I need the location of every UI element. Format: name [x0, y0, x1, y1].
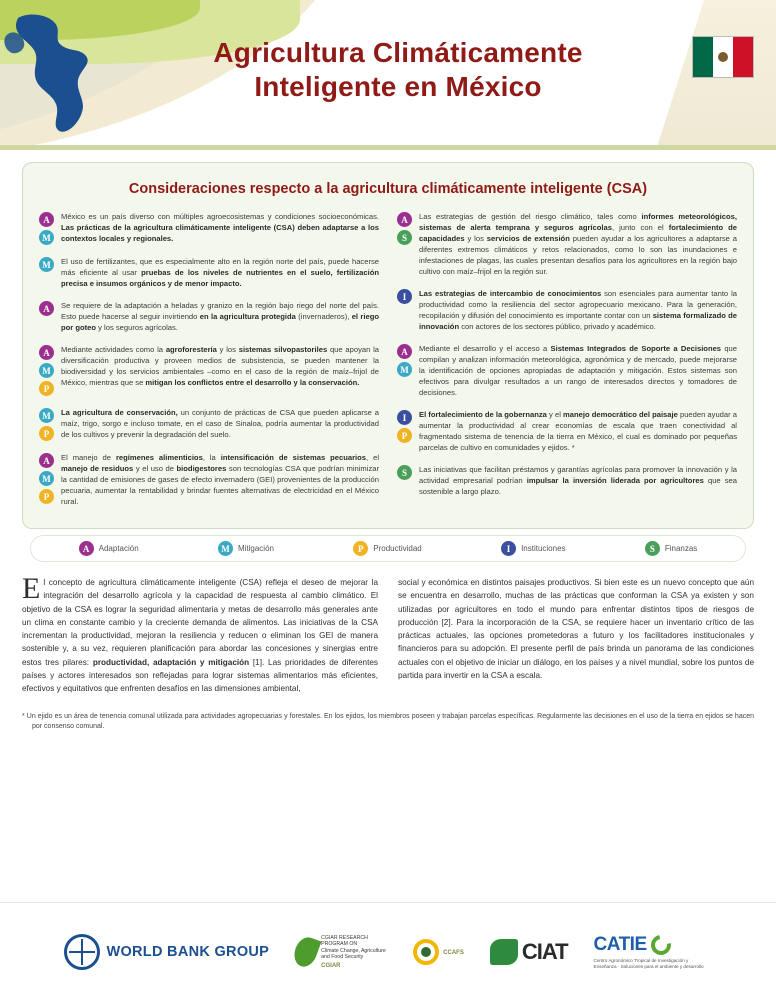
ccafs-ring-logo: [413, 939, 464, 965]
category-badge-m: M: [39, 471, 54, 486]
ccafs-logo: [295, 935, 387, 969]
footnote: * Un ejido es un área de tenencia comunal utilizada para actividades agropecuarias y forestales. En los ejidos, los miembros poseen y trabajan parcelas específicas. Regularmente las decisiones en el uso de la tierra en ejidos se hacen por consenso comunal.: [22, 712, 754, 731]
intro-paragraph-1: l concepto de agricultura climáticamente inteligente (CSA) refleja el deseo de mejorar la integración del desarrollo agrícola y la capacidad de respuesta al cambio climático. El objetivo de la CSA es lograr la seguridad alimentaria y metas de desarrollo más generales ante un clima en constante cambio y la creciente demanda de alimentos. Las iniciativas de la CSA incrementan la productividad, mejoran la resiliencia y reducen o eliminan los GEI de manera sostenible y, a su vez, requieren planificación para abordar las concesiones y sinergias entre estos tres pilares: productividad, adaptación y mitigación [1]. Las prioridades de diferentes países y actores interesados son reflejadas para lograr sistemas alimentarios más eficientes, efectivos y equitativos que enfrenten desafíos en las dimensiones ambiental,: [22, 578, 379, 694]
legend-badge-i: I: [501, 541, 516, 556]
drop-cap: E: [22, 572, 41, 605]
legend-label: Adaptación: [98, 544, 139, 553]
page-title-line1: Agricultura Climáticamente: [213, 37, 583, 68]
consideration-item: [397, 343, 737, 398]
consideration-item: [397, 464, 737, 497]
category-badge-i: I: [397, 410, 412, 425]
legend-item-finanzas: [645, 541, 697, 556]
consideration-text: El fortalecimiento de la gobernanza y el manejo democrático del paisaje pueden ayudar a aumentar la productividad al crear economías de escala que traen conectividad al fragmentado sistema de tenencia de la tierra en México, el cual es dominado por pequeñas parcelas de cultivo en comunidades y ejidos. *: [419, 410, 737, 452]
mexico-flag-icon: [692, 36, 754, 78]
intro-column-1: [22, 572, 379, 696]
category-badge-i: I: [397, 289, 412, 304]
category-badge-p: P: [39, 426, 54, 441]
category-badge-m: M: [39, 363, 54, 378]
category-badges: [397, 288, 412, 304]
category-badge-s: S: [397, 230, 412, 245]
consideration-item: [39, 256, 379, 289]
legend-item-productividad: [353, 541, 421, 556]
consideration-text: El uso de fertilizantes, que es especialmente alto en la región norte del país, puede hacerse más eficiente al usar pruebas de los niveles de nutrientes en el suelo, fertilización precisa e insumos orgánicos y de menor impacto.: [61, 257, 379, 288]
category-badge-a: A: [39, 301, 54, 316]
category-badges: [39, 452, 54, 504]
category-badge-m: M: [39, 257, 54, 272]
legend-label: Productividad: [373, 544, 422, 553]
ciat-leaf-icon: [490, 939, 518, 965]
category-badges: [39, 300, 54, 316]
category-badge-p: P: [39, 489, 54, 504]
legend-label: Mitigación: [237, 544, 274, 553]
category-badge-m: M: [39, 230, 54, 245]
category-badge-m: M: [397, 362, 412, 377]
globe-icon: [64, 934, 100, 970]
ciat-label: CIAT: [521, 938, 568, 964]
consideration-item: [397, 211, 737, 277]
category-badge-a: A: [397, 344, 412, 359]
catie-tagline: Centro Agronómico Tropical de Investigación y Enseñanza · Soluciones para el ambiente y desarrollo: [593, 957, 704, 969]
footer-logos: [0, 902, 776, 1000]
ccafs-acronym: CCAFS: [443, 949, 464, 956]
consideration-text: La agricultura de conservación, un conjunto de prácticas de CSA que pueden aplicarse a maíz, trigo, sorgo e incluso tomate, en el caso de Sinaloa, podría aumentar la productividad de los cultivos y prevenir la degradación del suelo.: [61, 408, 379, 439]
catie-logo: [594, 934, 712, 970]
category-badges: [39, 407, 54, 441]
category-badge-s: S: [397, 465, 412, 480]
consideration-text: El manejo de regímenes alimenticios, la intensificación de sistemas pecuarios, el manejo de residuos y el uso de biodigestores son tecnologías CSA que podrían minimizar la cantidad de emisiones de gases de efecto invernadero (GEI) provenientes de la producción pecuaria, aumentar la rentabilidad y brindar fuentes alternativas de electricidad en el México rural.: [61, 453, 380, 506]
category-badge-a: A: [39, 345, 54, 360]
ciat-logo: [490, 939, 568, 965]
legend-label: Instituciones: [521, 544, 566, 553]
category-badges: [39, 256, 54, 272]
ccafs-name: Climate Change, Agriculture and Food Security: [321, 947, 386, 960]
consideration-text: México es un país diverso con múltiples agroecosistemas y condiciones socioeconómicas. Las prácticas de la agricultura climáticamente inteligente (CSA) deben adaptarse a los contextos locales y regionales.: [61, 212, 379, 243]
panel-title: Consideraciones respecto a la agricultura climáticamente inteligente (CSA): [128, 181, 648, 197]
latin-america-map: [2, 4, 132, 144]
consideration-item: [397, 409, 737, 453]
legend-badge-a: A: [79, 541, 94, 556]
legend-item-instituciones: [501, 541, 565, 556]
legend-item-adaptación: [79, 541, 139, 556]
category-badges: [397, 211, 412, 245]
consideration-text: Mediante actividades como la agroforestería y los sistemas silvopastoriles que apoyan la diversificación productiva y proveen medios de subsistencia, se pueden mantener la biodiversidad y los servicios ambientales –como en el caso de la región de maíz–frijol de México, mientras que se mitigan los conflictos entre el desarrollo y la conservación.: [61, 345, 380, 387]
consideration-item: [397, 288, 737, 332]
category-badges: [397, 464, 412, 480]
category-badge-a: A: [39, 212, 54, 227]
ring-icon: [413, 939, 439, 965]
consideration-text: Se requiere de la adaptación a heladas y granizo en la región bajo riego del norte del país. Esto puede hacerse al seguir invirtiendo en la agricultura protegida (invernaderos), el riego por goteo y los seguros agrícolas.: [61, 301, 379, 332]
category-badge-p: P: [39, 381, 54, 396]
legend-item-mitigación: [218, 541, 274, 556]
consideration-item: [39, 344, 379, 396]
category-badge-a: A: [397, 212, 412, 227]
ccafs-title: CGIAR RESEARCH PROGRAM ON: [321, 934, 368, 947]
considerations-left-column: [39, 211, 379, 518]
category-badges: [397, 343, 412, 377]
leaf-icon: [291, 934, 322, 970]
consideration-item: [39, 211, 379, 245]
consideration-text: Mediante el desarrollo y el acceso a Sistemas Integrados de Soporte a Decisiones que compilan y analizan información meteorológica, agronómica y de mercado, puede mejorarse la identificación de opciones apropiadas de adaptación y mitigación. Estos sistemas son efectivos para divulgar resultados a un rango de interesados directos y tomadores de decisiones.: [419, 344, 737, 397]
legend-badge-s: S: [645, 541, 660, 556]
consideration-item: [39, 407, 379, 441]
page-title-line2: Inteligente en México: [254, 71, 542, 103]
category-badges: [397, 409, 412, 443]
swirl-icon: [647, 931, 675, 959]
category-badge-m: M: [39, 408, 54, 423]
consideration-text: Las estrategias de gestión del riesgo climático, tales como informes meteorológicos, sistemas de alerta temprana y seguros agrícolas, junto con el fortalecimiento de capacidades y los servicios de extensión pueden ayudar a los agricultores a adaptarse a diferentes extremos climáticos y retos relacionados, como lo son las inundaciones e infestaciones de plagas, las cuales presentan desafíos para los agricultores en la región bajo cultivo con maíz–frijol en la región sur.: [419, 212, 738, 276]
legend-badge-m: M: [218, 541, 233, 556]
intro-body-text: [22, 572, 754, 696]
considerations-right-column: [397, 211, 737, 518]
category-legend: [30, 535, 746, 562]
category-badge-a: A: [39, 453, 54, 468]
consideration-text: Las iniciativas que facilitan préstamos y garantías agrícolas para promover la innovación y la actividad empresarial podrían impulsar la inversión liderada por agricultores que sea sostenible a largo plazo.: [419, 465, 737, 496]
consideration-item: [39, 452, 379, 507]
page-header: [0, 0, 776, 150]
legend-label: Finanzas: [664, 544, 698, 553]
catie-label: CATIE: [593, 933, 647, 955]
category-badges: [39, 344, 54, 396]
legend-badge-p: P: [353, 541, 368, 556]
consideration-text: Las estrategias de intercambio de conocimientos son esenciales para aumentar tanto la productividad como la resiliencia del sector agropecuario mexicano. Para la generación, recopilación y difusión del conocimiento es importante contar con un sistema formalizado de innovación con actores de los sectores público, privado y académico.: [419, 289, 737, 331]
category-badges: [39, 211, 54, 245]
cgiar-label: CGIAR: [321, 962, 341, 969]
considerations-panel: [22, 162, 754, 529]
consideration-item: [39, 300, 379, 333]
category-badge-p: P: [397, 428, 412, 443]
intro-column-2: [398, 576, 754, 696]
header-divider: [0, 145, 776, 150]
page-title: [130, 36, 666, 104]
world-bank-logo: [64, 934, 269, 970]
intro-paragraph-2: social y económica en distintos paisajes productivos. Si bien este es un nuevo concepto que aún se encuentra en desarrollo, muchas de las prácticas que conforman la CSA ya existen y son utilizadas por agricultores en todo el mundo para enfrentar distintos tipos de riesgos de producción [2]. Para la incorporación de la CSA, se requiere hacer un inventario crítico de las prácticas actuales, las opciones prometedoras a futuro y los facilitadores institucionales y financieros para su adopción. El presente perfil de país brinda un panorama de las condiciones actuales con el objetivo de iniciar un diálogo, en los países y a nivel mundial, sobre los puntos de partida para invertir en la CSA a escala.: [398, 578, 754, 680]
world-bank-label: WORLD BANK GROUP: [106, 943, 270, 960]
